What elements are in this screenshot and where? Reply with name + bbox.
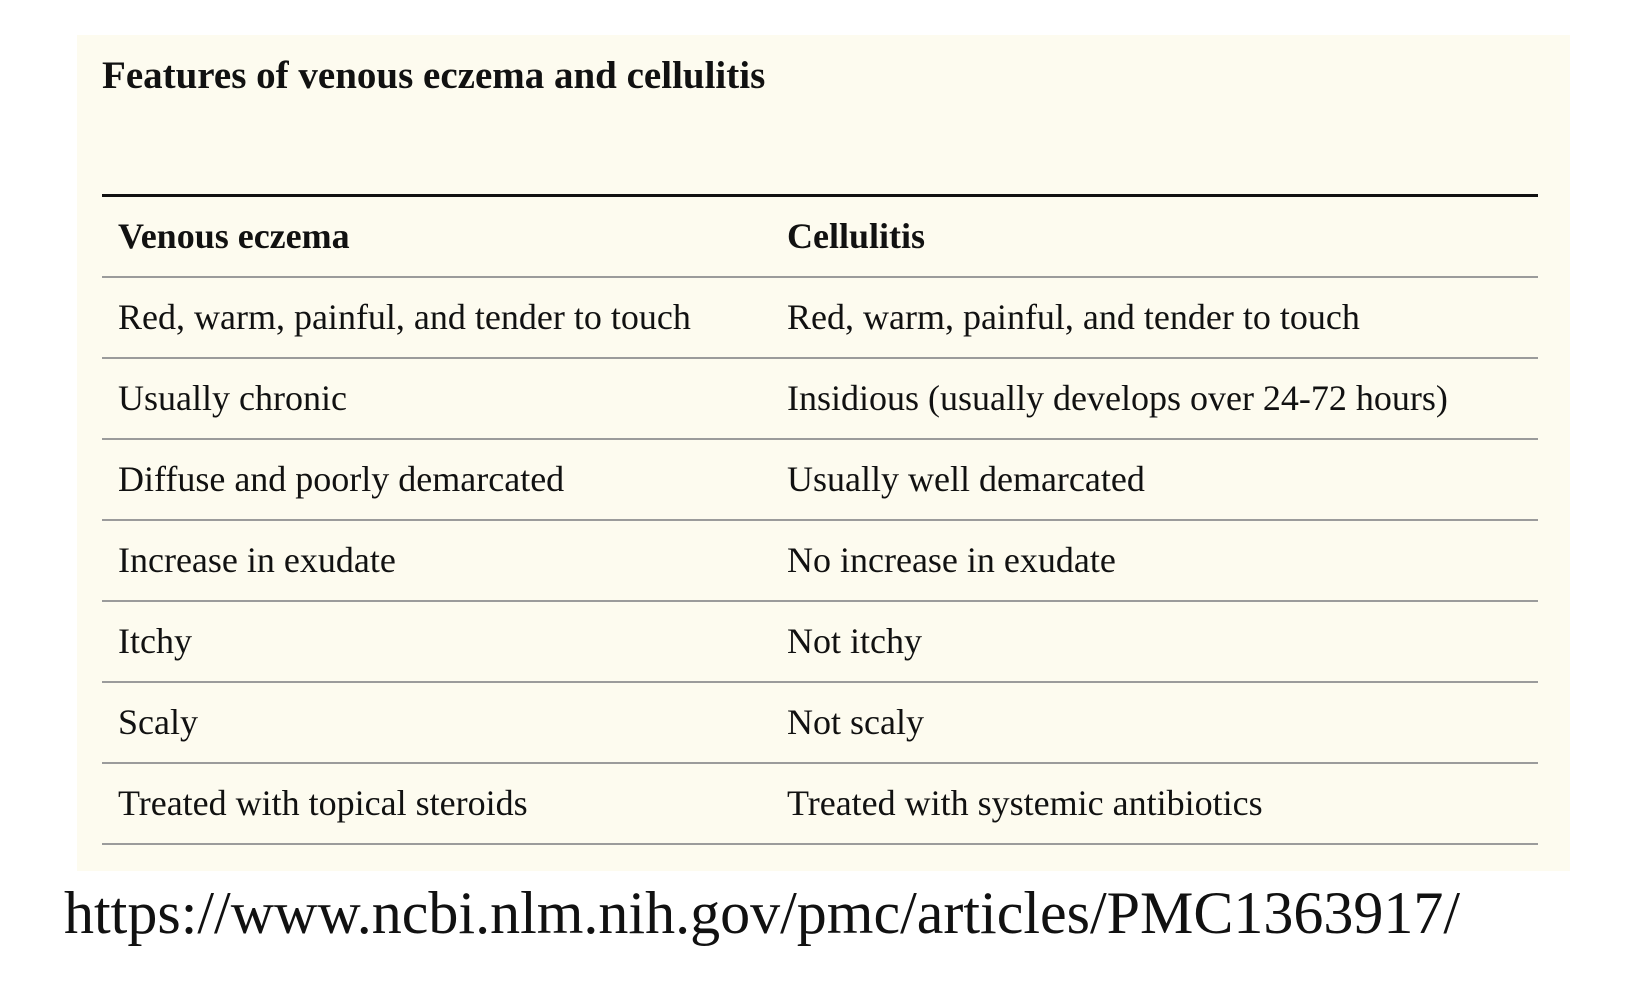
table-cell: Red, warm, painful, and tender to touch: [102, 277, 771, 358]
table-cell: Red, warm, painful, and tender to touch: [771, 277, 1538, 358]
table-cell: Treated with systemic antibiotics: [771, 763, 1538, 844]
table-row: [102, 763, 1538, 844]
table-cell: Treated with topical steroids: [102, 763, 771, 844]
column-header-venous-eczema: Venous eczema: [102, 196, 771, 278]
table-cell: Not scaly: [771, 682, 1538, 763]
table-title: Features of venous eczema and cellulitis: [102, 54, 766, 97]
table-cell: Itchy: [102, 601, 771, 682]
table-cell: Scaly: [102, 682, 771, 763]
table-row: [102, 439, 1538, 520]
table-row: [102, 601, 1538, 682]
table-cell: Not itchy: [771, 601, 1538, 682]
table-cell: Usually chronic: [102, 358, 771, 439]
table-row: [102, 277, 1538, 358]
comparison-table: [102, 194, 1538, 845]
table-header-row: [102, 196, 1538, 278]
column-header-cellulitis: Cellulitis: [771, 196, 1538, 278]
table-cell: No increase in exudate: [771, 520, 1538, 601]
table-panel: [77, 35, 1570, 871]
table-cell: Increase in exudate: [102, 520, 771, 601]
source-url: https://www.ncbi.nlm.nih.gov/pmc/articles/PMC1363917/: [64, 880, 1461, 946]
table-row: [102, 520, 1538, 601]
table-row: [102, 358, 1538, 439]
table-cell: Insidious (usually develops over 24-72 hours): [771, 358, 1538, 439]
table-cell: Usually well demarcated: [771, 439, 1538, 520]
table-cell: Diffuse and poorly demarcated: [102, 439, 771, 520]
table-row: [102, 682, 1538, 763]
